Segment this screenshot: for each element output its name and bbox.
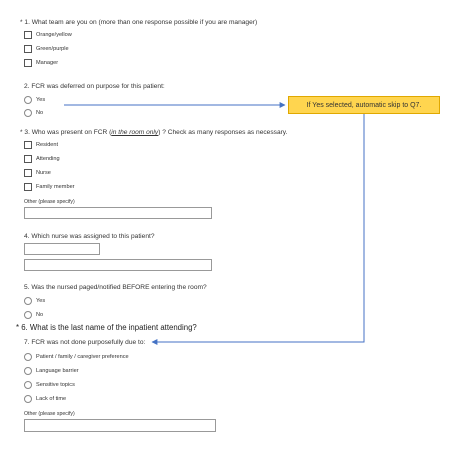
q7-title: 7. FCR was not done purposefully due to: — [24, 339, 146, 346]
q3-checkbox-attending[interactable] — [24, 155, 32, 163]
required-star: * — [20, 19, 23, 26]
q7-radio-patient-preference[interactable] — [24, 353, 32, 361]
q6-title — [16, 323, 197, 332]
required-star: * — [20, 129, 23, 136]
q1-option-label: Manager — [36, 60, 59, 66]
q1-option-label: Green/purple — [36, 46, 69, 52]
q3-option-label: Attending — [36, 156, 60, 162]
q7-radio-lack-of-time[interactable] — [24, 395, 32, 403]
q5-radio-no[interactable] — [24, 311, 32, 319]
q5-option-label: Yes — [36, 298, 46, 304]
q7-option-label: Lack of time — [36, 396, 67, 402]
q3-checkbox-resident[interactable] — [24, 141, 32, 149]
q4-input[interactable] — [24, 243, 100, 255]
callout-text: If Yes selected, automatic skip to Q7. — [306, 101, 422, 109]
q1-option-label: Orange/yellow — [36, 32, 72, 38]
q5-radio-yes[interactable] — [24, 297, 32, 305]
q3-other-input[interactable] — [24, 207, 212, 219]
q3-text-after: ) ? Check as many responses as necessary. — [158, 129, 288, 136]
q1-text: 1. What team are you on (more than one response possible if you are manager) — [24, 19, 258, 26]
q3-other-label: Other (please specify) — [24, 199, 75, 205]
q5-title: 5. Was the nursed paged/notified BEFORE entering the room? — [24, 284, 207, 291]
q3-checkbox-nurse[interactable] — [24, 169, 32, 177]
q3-text-emphasis: in the room only — [111, 129, 159, 136]
q5-option-label: No — [36, 312, 44, 318]
q4-input-second[interactable] — [24, 259, 212, 271]
q7-radio-sensitive-topics[interactable] — [24, 381, 32, 389]
q3-option-label: Family member — [36, 184, 75, 190]
q3-text-before: 3. Who was present on FCR ( — [24, 129, 112, 136]
q7-option-label: Patient / family / caregiver preference — [36, 354, 129, 360]
arrow-callout-to-q7 — [152, 114, 364, 342]
q2-title: 2. FCR was deferred on purpose for this patient: — [24, 83, 165, 90]
q7-option-label: Language barrier — [36, 368, 79, 374]
q7-other-input[interactable] — [24, 419, 216, 432]
required-star: * — [16, 323, 20, 332]
q6-text: 6. What is the last name of the inpatient attending? — [21, 323, 197, 332]
q2-option-label: Yes — [36, 97, 46, 103]
q4-title: 4. Which nurse was assigned to this patient? — [24, 233, 155, 240]
q3-option-label: Nurse — [36, 170, 51, 176]
q7-radio-language-barrier[interactable] — [24, 367, 32, 375]
q2-option-label: No — [36, 110, 44, 116]
q7-option-label: Sensitive topics — [36, 382, 75, 388]
q7-other-label: Other (please specify) — [24, 411, 75, 417]
q3-option-label: Resident — [36, 142, 59, 148]
q3-checkbox-family-member[interactable] — [24, 183, 32, 191]
q3-title — [20, 129, 287, 136]
